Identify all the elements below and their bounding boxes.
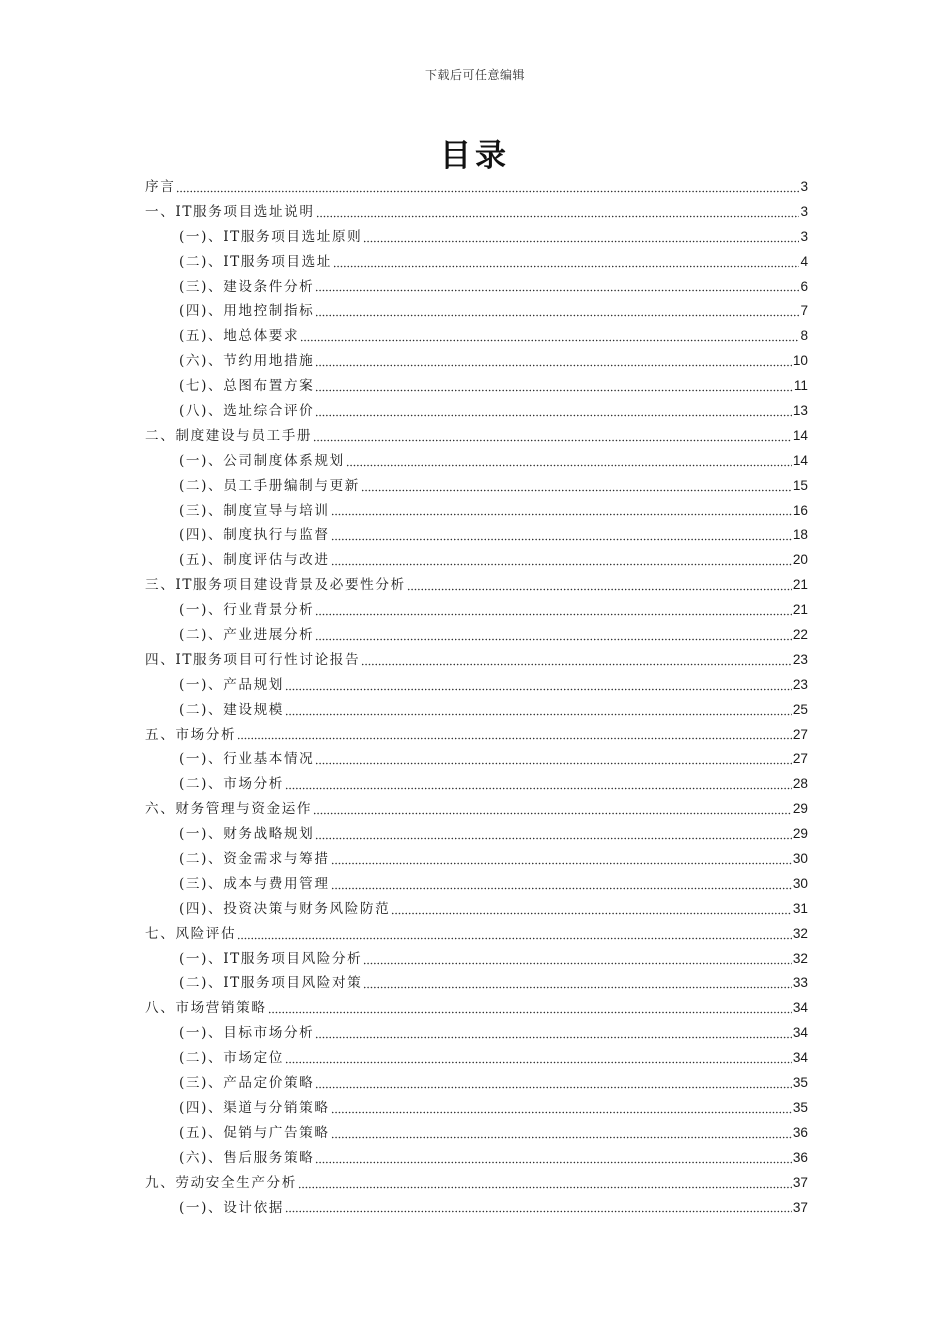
toc-entry-page-number[interactable]: 35 <box>792 1099 808 1115</box>
toc-dot-leader <box>391 901 792 915</box>
toc-entry-page-number[interactable]: 32 <box>792 950 808 966</box>
toc-entry[interactable] <box>145 1096 808 1121</box>
toc-entry[interactable] <box>145 922 808 947</box>
toc-dot-leader <box>361 478 792 492</box>
toc-dot-leader <box>315 403 792 417</box>
toc-entry[interactable] <box>145 996 808 1021</box>
toc-dot-leader <box>331 1125 792 1139</box>
toc-entry[interactable] <box>145 1171 808 1196</box>
toc-entry[interactable] <box>145 822 808 847</box>
toc-dot-leader <box>313 428 792 442</box>
toc-entry-page-number[interactable]: 23 <box>792 651 808 667</box>
toc-entry-label[interactable]: (七)、总图布置方案 <box>179 378 315 395</box>
toc-entry-label[interactable]: (二)、IT服务项目选址 <box>179 253 332 270</box>
toc-entry-page-number[interactable]: 21 <box>792 577 808 593</box>
toc-entry-label[interactable]: (一)、行业基本情况 <box>179 751 315 768</box>
toc-entry[interactable] <box>145 1146 808 1171</box>
toc-entry-label[interactable]: (一)、公司制度体系规划 <box>179 452 345 469</box>
toc-entry[interactable] <box>145 399 808 424</box>
toc-entry-label[interactable]: (一)、产品规划 <box>179 676 284 693</box>
toc-dot-leader <box>315 1150 792 1164</box>
toc-entry-page-number[interactable]: 34 <box>792 1050 808 1066</box>
toc-entry[interactable] <box>145 673 808 698</box>
toc-entry-label[interactable]: (四)、渠道与分销策略 <box>179 1099 330 1116</box>
toc-entry-page-number[interactable]: 23 <box>792 676 808 692</box>
toc-entry-label[interactable]: (五)、制度评估与改进 <box>179 552 330 569</box>
toc-entry-page-number[interactable]: 27 <box>792 726 808 742</box>
toc-entry-page-number[interactable]: 16 <box>792 502 808 518</box>
toc-entry[interactable] <box>145 299 808 324</box>
toc-entry-page-number[interactable]: 11 <box>793 378 808 394</box>
toc-entry-label[interactable]: 三、IT服务项目建设背景及必要性分析 <box>145 577 406 594</box>
toc-dot-leader <box>331 876 792 890</box>
toc-entry-page-number[interactable]: 21 <box>792 602 808 618</box>
toc-entry[interactable] <box>145 374 808 399</box>
toc-entry-label[interactable]: (一)、目标市场分析 <box>179 1025 315 1042</box>
toc-entry-page-number[interactable]: 15 <box>792 477 808 493</box>
toc-entry[interactable] <box>145 698 808 723</box>
toc-entry-label[interactable]: (四)、投资决策与财务风险防范 <box>179 900 391 917</box>
toc-entry[interactable] <box>145 623 808 648</box>
toc-dot-leader <box>315 378 793 392</box>
toc-entry-page-number[interactable]: 37 <box>792 1174 808 1190</box>
toc-entry-page-number[interactable]: 28 <box>792 776 808 792</box>
toc-entry-page-number[interactable]: 14 <box>792 452 808 468</box>
toc-entry-label[interactable]: 五、市场分析 <box>145 726 237 743</box>
toc-entry-label[interactable]: 四、IT服务项目可行性讨论报告 <box>145 651 361 668</box>
toc-entry[interactable] <box>145 847 808 872</box>
toc-entry-label[interactable]: 二、制度建设与员工手册 <box>145 427 313 444</box>
toc-entry-page-number[interactable]: 33 <box>792 975 808 991</box>
toc-entry-label[interactable]: (四)、制度执行与监督 <box>179 527 330 544</box>
toc-entry-label[interactable]: (二)、员工手册编制与更新 <box>179 477 360 494</box>
toc-dot-leader <box>237 726 792 740</box>
toc-entry-label[interactable]: (六)、售后服务策略 <box>179 1149 315 1166</box>
toc-entry-page-number[interactable]: 4 <box>800 253 808 269</box>
toc-entry-label[interactable]: 六、财务管理与资金运作 <box>145 801 313 818</box>
toc-entry[interactable] <box>145 324 808 349</box>
toc-entry-label[interactable]: (二)、产业进展分析 <box>179 627 315 644</box>
toc-entry[interactable] <box>145 1196 808 1221</box>
toc-entry-page-number[interactable]: 37 <box>792 1199 808 1215</box>
toc-entry-page-number[interactable]: 10 <box>792 353 808 369</box>
toc-entry[interactable] <box>145 747 808 772</box>
toc-entry-label[interactable]: (三)、建设条件分析 <box>179 278 315 295</box>
toc-entry-page-number[interactable]: 7 <box>800 303 808 319</box>
toc-dot-leader <box>237 926 792 940</box>
toc-entry[interactable] <box>145 449 808 474</box>
toc-entry-label[interactable]: (五)、促销与广告策略 <box>179 1124 330 1141</box>
toc-entry-page-number[interactable]: 34 <box>792 1025 808 1041</box>
toc-dot-leader <box>315 627 792 641</box>
page-header-note: 下载后可任意编辑 <box>424 68 525 82</box>
toc-entry-page-number[interactable]: 27 <box>792 751 808 767</box>
toc-entry-page-number[interactable]: 36 <box>792 1124 808 1140</box>
toc-dot-leader <box>315 602 792 616</box>
toc-dot-leader <box>315 751 792 765</box>
toc-dot-leader <box>315 1025 792 1039</box>
toc-entry[interactable] <box>145 474 808 499</box>
toc-entry[interactable] <box>145 648 808 673</box>
toc-entry-label[interactable]: (一)、IT服务项目选址原则 <box>179 228 363 245</box>
toc-entry-page-number[interactable]: 25 <box>792 701 808 717</box>
toc-entry-label[interactable]: (一)、设计依据 <box>179 1199 284 1216</box>
toc-title: 目录 <box>440 138 510 174</box>
toc-entry[interactable] <box>145 424 808 449</box>
toc-entry-page-number[interactable]: 3 <box>800 203 808 219</box>
toc-entry[interactable] <box>145 548 808 573</box>
toc-dot-leader <box>315 303 799 317</box>
toc-entry[interactable] <box>145 175 808 200</box>
toc-dot-leader <box>346 453 792 467</box>
toc-entry[interactable] <box>145 499 808 524</box>
toc-dot-leader <box>363 229 799 243</box>
toc-entry-label[interactable]: 八、市场营销策略 <box>145 1000 267 1017</box>
toc-entry-page-number[interactable]: 31 <box>792 900 808 916</box>
toc-dot-leader <box>331 851 792 865</box>
toc-entry-page-number[interactable]: 29 <box>792 801 808 817</box>
toc-dot-leader <box>333 254 799 268</box>
toc-entry[interactable] <box>145 225 808 250</box>
toc-dot-leader <box>331 527 792 541</box>
toc-dot-leader <box>268 1000 792 1014</box>
toc-entry-label[interactable]: (六)、节约用地措施 <box>179 353 315 370</box>
toc-entry-label[interactable]: (二)、资金需求与筹措 <box>179 851 330 868</box>
toc-dot-leader <box>285 702 792 716</box>
toc-entry-label[interactable]: (五)、地总体要求 <box>179 328 300 345</box>
toc-entry[interactable] <box>145 250 808 275</box>
toc-dot-leader <box>313 801 792 815</box>
toc-dot-leader <box>285 1050 792 1064</box>
toc-entry-page-number[interactable]: 36 <box>792 1149 808 1165</box>
toc-entry-page-number[interactable]: 8 <box>800 328 808 344</box>
toc-entry-label[interactable]: (一)、行业背景分析 <box>179 602 315 619</box>
toc-dot-leader <box>363 951 791 965</box>
toc-entry-label[interactable]: (八)、选址综合评价 <box>179 403 315 419</box>
toc-entry-label[interactable]: (二)、市场分析 <box>179 776 284 793</box>
toc-entry-label[interactable]: 一、IT服务项目选址说明 <box>145 203 315 220</box>
toc-entry-label[interactable]: (二)、市场定位 <box>179 1050 284 1067</box>
toc-dot-leader <box>363 975 791 989</box>
toc-entry-label[interactable]: (三)、成本与费用管理 <box>179 875 330 892</box>
toc-entry[interactable] <box>145 598 808 623</box>
toc-entry-label[interactable]: (三)、产品定价策略 <box>179 1075 315 1092</box>
toc-dot-leader <box>315 278 799 292</box>
toc-dot-leader <box>300 328 799 342</box>
toc-entry-page-number[interactable]: 18 <box>792 527 808 543</box>
toc-entry-page-number[interactable]: 20 <box>792 552 808 568</box>
toc-entry-label[interactable]: (二)、IT服务项目风险对策 <box>179 975 363 992</box>
toc-dot-leader <box>315 353 792 367</box>
toc-dot-leader <box>285 776 792 790</box>
toc-entry[interactable] <box>145 1046 808 1071</box>
toc-entry[interactable] <box>145 200 808 225</box>
toc-dot-leader <box>331 552 792 566</box>
toc-entry-label[interactable]: 序言 <box>145 178 176 195</box>
toc-entry[interactable] <box>145 275 808 300</box>
toc-entry-page-number[interactable]: 35 <box>792 1075 808 1091</box>
toc-dot-leader <box>298 1175 792 1189</box>
toc-dot-leader <box>176 179 799 193</box>
toc-dot-leader <box>315 826 792 840</box>
toc-entry[interactable] <box>145 573 808 598</box>
toc-entry-page-number[interactable]: 6 <box>800 278 808 294</box>
table-of-contents <box>145 175 808 1220</box>
toc-dot-leader <box>331 1100 792 1114</box>
toc-entry-label[interactable]: 九、劳动安全生产分析 <box>145 1174 297 1191</box>
toc-entry-label[interactable]: (四)、用地控制指标 <box>179 303 315 320</box>
toc-entry[interactable] <box>145 972 808 997</box>
toc-entry-label[interactable]: (一)、IT服务项目风险分析 <box>179 950 363 967</box>
toc-entry[interactable] <box>145 723 808 748</box>
toc-entry[interactable] <box>145 1121 808 1146</box>
toc-entry-page-number[interactable]: 30 <box>792 851 808 867</box>
toc-dot-leader <box>285 1199 792 1213</box>
toc-entry-page-number[interactable]: 14 <box>792 427 808 443</box>
toc-entry-page-number[interactable]: 32 <box>792 925 808 941</box>
toc-entry-page-number[interactable]: 3 <box>800 228 808 244</box>
toc-dot-leader <box>316 204 800 218</box>
toc-dot-leader <box>315 1075 792 1089</box>
toc-entry-page-number[interactable]: 29 <box>792 826 808 842</box>
toc-entry[interactable] <box>145 947 808 972</box>
toc-entry-page-number[interactable]: 30 <box>792 875 808 891</box>
toc-entry[interactable] <box>145 349 808 374</box>
toc-entry-page-number[interactable]: 3 <box>800 178 808 194</box>
toc-entry-label[interactable]: (二)、建设规模 <box>179 701 284 718</box>
toc-entry-label[interactable]: 七、风险评估 <box>145 925 237 942</box>
toc-entry-page-number[interactable]: 34 <box>792 1000 808 1016</box>
toc-dot-leader <box>407 577 792 591</box>
toc-entry[interactable] <box>145 1071 808 1096</box>
toc-entry[interactable] <box>145 897 808 922</box>
toc-entry[interactable] <box>145 872 808 897</box>
toc-entry[interactable] <box>145 523 808 548</box>
toc-entry[interactable] <box>145 772 808 797</box>
toc-dot-leader <box>331 502 792 516</box>
toc-entry-page-number[interactable]: 22 <box>792 627 808 643</box>
toc-dot-leader <box>361 652 792 666</box>
toc-entry[interactable] <box>145 797 808 822</box>
toc-entry-label[interactable]: (一)、财务战略规划 <box>179 826 315 843</box>
toc-entry[interactable] <box>145 1021 808 1046</box>
toc-entry-page-number[interactable]: 13 <box>792 403 808 418</box>
toc-entry-label[interactable]: (三)、制度宣导与培训 <box>179 502 330 519</box>
toc-dot-leader <box>285 677 792 691</box>
